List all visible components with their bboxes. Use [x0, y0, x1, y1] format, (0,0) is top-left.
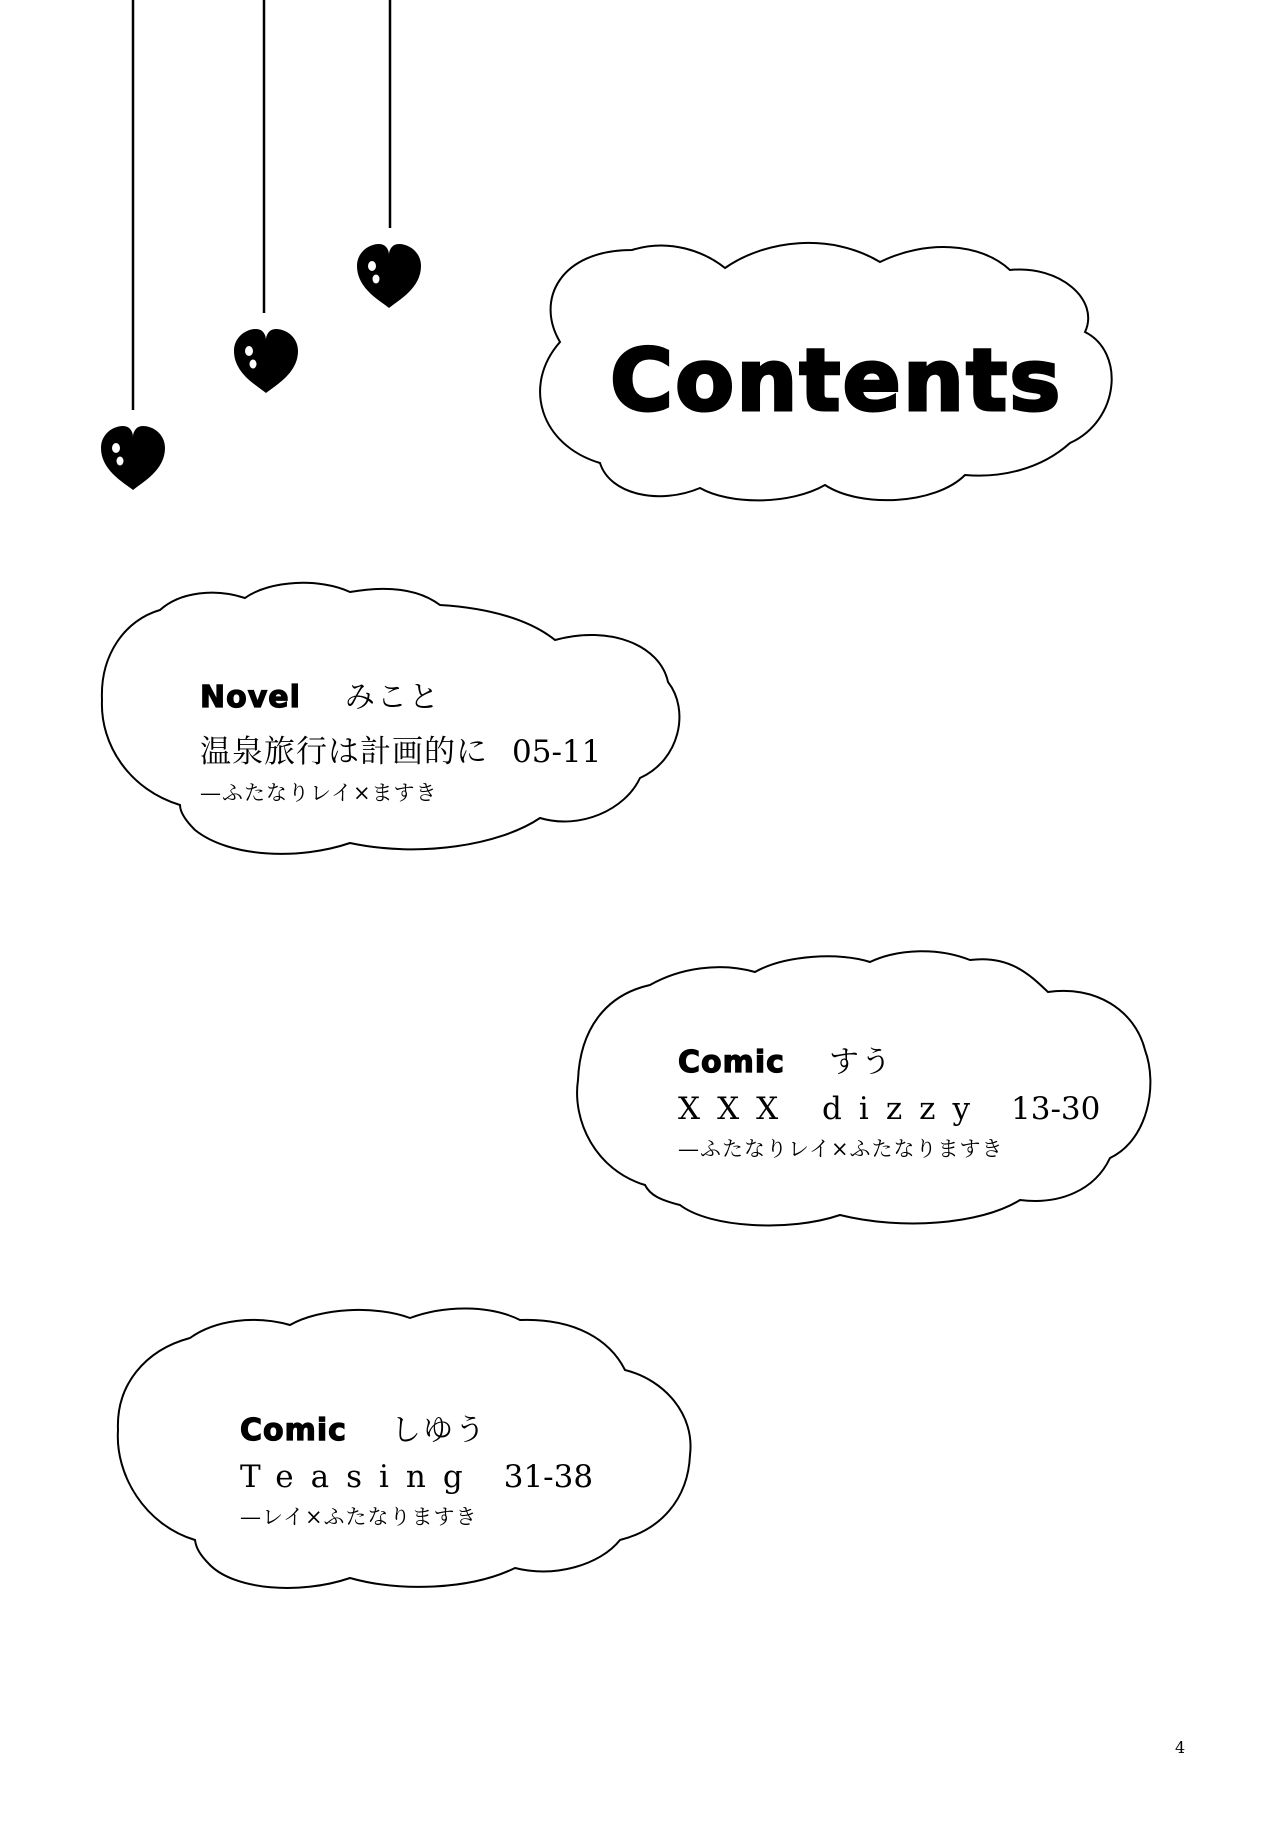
- heart-icon: [101, 426, 165, 490]
- entry-category: Comic: [240, 1413, 347, 1448]
- entry-pairing: —ふたなりレイ×ふたなりますき: [678, 1137, 1004, 1161]
- entry-category: Novel: [200, 680, 301, 715]
- entry-header: [200, 672, 601, 716]
- entry-pairing: —レイ×ふたなりますき: [240, 1505, 478, 1529]
- entry-title: Teasing: [240, 1459, 480, 1495]
- entry-header: [240, 1405, 593, 1449]
- toc-entry: [240, 1405, 593, 1531]
- entry-author: みこと: [344, 680, 441, 715]
- entry-title-line: [200, 726, 601, 771]
- entry-pages: 13-30: [1011, 1091, 1101, 1127]
- entry-header: [678, 1037, 1100, 1081]
- page-number: 4: [1175, 1738, 1186, 1757]
- entry-title-line: [678, 1091, 1100, 1127]
- entry-pages: 05-11: [512, 734, 602, 770]
- entry-category: Comic: [678, 1045, 785, 1080]
- entry-title-line: [240, 1459, 593, 1495]
- entry-author: しゆう: [390, 1413, 487, 1448]
- heart-icon: [357, 244, 421, 308]
- entry-author: すう: [828, 1045, 893, 1080]
- entry-pages: 31-38: [503, 1459, 594, 1495]
- entry-pairing: —ふたなりレイ×ますき: [200, 781, 438, 805]
- toc-entry: [678, 1037, 1100, 1163]
- toc-entry: [200, 672, 601, 807]
- entry-title: XXX dizzy: [678, 1091, 987, 1127]
- page-title: Contents: [610, 331, 1063, 431]
- entry-title: 温泉旅行は計画的に: [200, 734, 488, 770]
- heart-icon: [234, 329, 298, 393]
